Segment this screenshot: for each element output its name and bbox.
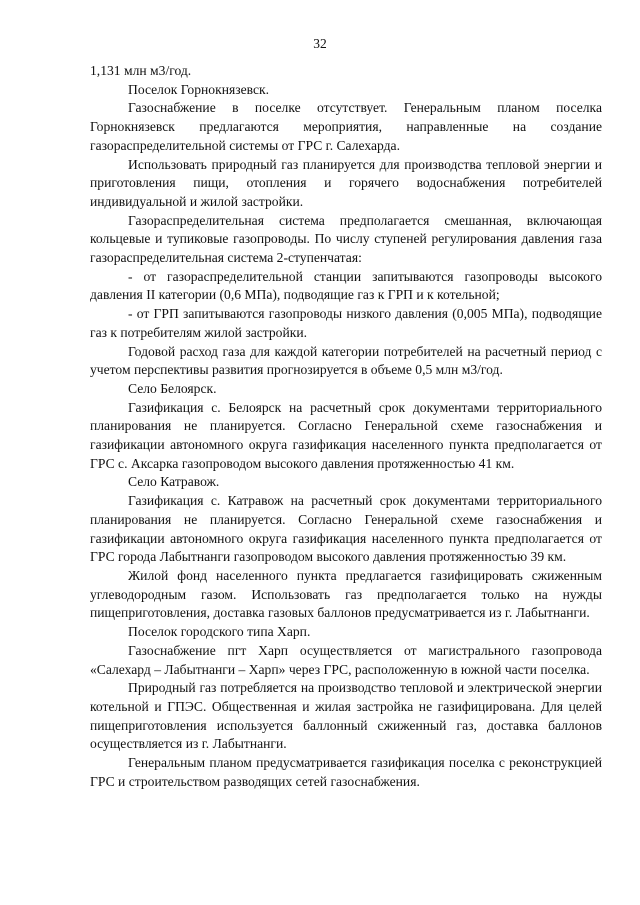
document-body <box>90 62 602 791</box>
section-heading: Село Катравож. <box>128 474 220 490</box>
paragraph: 1,131 млн м3/год. <box>90 63 192 78</box>
paragraph: Газификация с. Катравож на расчетный срок документами территориального планирования не планируется. Согласно Генеральной схеме газоснабжения и газификации автономного округа газификация населенного пункта предполагается от ГРС города Лабытнанги газопроводом высокого давления протяженностью 39 км. <box>90 493 602 565</box>
paragraph: Генеральным планом предусматривается газификация поселка с реконструкцией ГРС и строительством разводящих сетей газоснабжения. <box>90 755 602 789</box>
paragraph: Годовой расход газа для каждой категории потребителей на расчетный период с учетом перспективы развития прогнозируется в объеме 0,5 млн м3/год. <box>90 343 602 378</box>
paragraph: Жилой фонд населенного пункта предлагается газифицировать сжиженным углеводородным газом. Использовать газ предполагается только на нужды пищеприготовления, доставка газовых баллонов предусматривается из г. Лабытнанги. <box>90 567 602 621</box>
paragraph: Газоснабжение в поселке отсутствует. Генеральным планом поселка Горнокнязевск предлагаются мероприятия, направленные на создание газораспределительной системы от ГРС г. Салехарда. <box>90 100 602 153</box>
paragraph: - от ГРП запитываются газопроводы низкого давления (0,005 МПа), подводящие газ к потребителям жилой застройки. <box>90 306 602 340</box>
section-heading: Село Белоярск. <box>128 380 217 396</box>
paragraph: Природный газ потребляется на производство тепловой и электрической энергии котельной и ГПЭС. Общественная и жилая застройка не газифицирована. Для целей пищеприготовления используется баллонный сжиженный газ, доставка баллонов осуществляется из г. Лабытнанги. <box>90 680 602 752</box>
paragraph: - от газораспределительной станции запитываются газопроводы высокого давления II категории (0,6 МПа), подводящие газ к ГРП и к котельной; <box>90 268 602 303</box>
section-heading: Поселок городского типа Харп. <box>128 624 311 640</box>
paragraph: Использовать природный газ планируется для производства тепловой энергии и приготовления пищи, отопления и горячего водоснабжения потребителей индивидуальной и жилой застройки. <box>90 156 602 209</box>
paragraph: Газификация с. Белоярск на расчетный срок документами территориального планирования не планируется. Согласно Генеральной схеме газоснабжения и газификации автономного округа газификация населенного пункта предполагается от ГРС с. Аксарка газопроводом высокого давления протяженностью 41 км. <box>90 399 602 471</box>
section-heading: Поселок Горнокнязевск. <box>128 81 270 97</box>
page-number: 32 <box>313 36 327 51</box>
paragraph: Газораспределительная система предполагается смешанная, включающая кольцевые и тупиковые газопроводы. По числу ступеней регулирования давления газа газораспределительная система 2-ступенчатая: <box>90 212 602 266</box>
paragraph: Газоснабжение пгт Харп осуществляется от магистрального газопровода «Салехард – Лабытнанги – Харп» через ГРС, расположенную в южной части поселка. <box>90 642 602 677</box>
